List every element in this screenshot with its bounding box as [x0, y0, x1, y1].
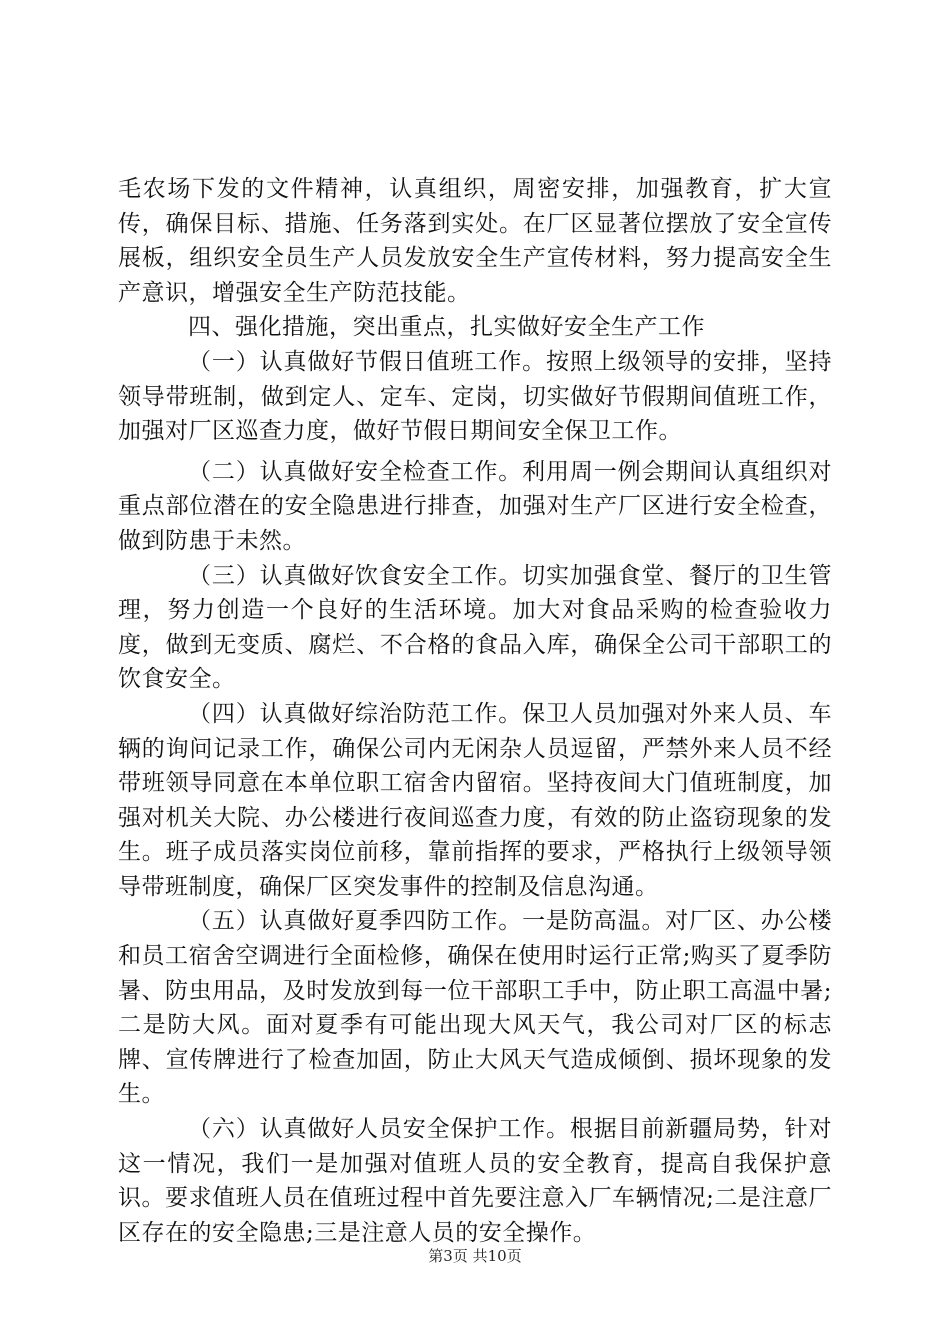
paragraph-personnel-safety: （六）认真做好人员安全保护工作。根据目前新疆局势，针对这一情况，我们一是加强对值班人员的安全教育，提高自我保护意识。要求值班人员在值班过程中首先要注意入厂车辆情况;二是注意厂区存在的安全隐患;三是注意人员的安全操作。	[118, 1116, 832, 1246]
paragraph-security-prevention: （四）认真做好综治防范工作。保卫人员加强对外来人员、车辆的询问记录工作，确保公司内无闲杂人员逗留，严禁外来人员不经带班领导同意在本单位职工宿舍内留宿。坚持夜间大门值班制度，加强对机关大院、办公楼进行夜间巡查力度，有效的防止盗窃现象的发生。班子成员落实岗位前移，靠前指挥的要求，严格执行上级领导领导带班制度，确保厂区突发事件的控制及信息沟通。	[118, 700, 832, 900]
document-body	[118, 172, 832, 1250]
paragraph-summer-protection: （五）认真做好夏季四防工作。一是防高温。对厂区、办公楼和员工宿舍空调进行全面检修，确保在使用时运行正常;购买了夏季防暑、防虫用品，及时发放到每一位干部职工手中，防止职工高温中暑;二是防大风。面对夏季有可能出现大风天气，我公司对厂区的标志牌、宣传牌进行了检查加固，防止大风天气造成倾倒、损坏现象的发生。	[118, 908, 832, 1108]
paragraph-continuation: 毛农场下发的文件精神，认真组织，周密安排，加强教育，扩大宣传，确保目标、措施、任务落到实处。在厂区显著位摆放了安全宣传展板，组织安全员生产人员发放安全生产宣传材料，努力提高安全生产意识，增强安全生产防范技能。	[118, 176, 832, 306]
paragraph-holiday-duty: （一）认真做好节假日值班工作。按照上级领导的安排，坚持领导带班制，做到定人、定车、定岗，切实做好节假期间值班工作，加强对厂区巡查力度，做好节假日期间安全保卫工作。	[118, 348, 832, 445]
paragraph-safety-inspection: （二）认真做好安全检查工作。利用周一例会期间认真组织对重点部位潜在的安全隐患进行排查，加强对生产厂区进行安全检查，做到防患于未然。	[118, 458, 832, 554]
section-heading: 四、强化措施，突出重点，扎实做好安全生产工作	[188, 314, 705, 341]
paragraph-food-safety: （三）认真做好饮食安全工作。切实加强食堂、餐厅的卫生管理，努力创造一个良好的生活环境。加大对食品采购的检查验收力度，做到无变质、腐烂、不合格的食品入库，确保全公司干部职工的饮食安全。	[118, 562, 832, 693]
page-number-footer: 第3页 共10页	[428, 1247, 522, 1265]
